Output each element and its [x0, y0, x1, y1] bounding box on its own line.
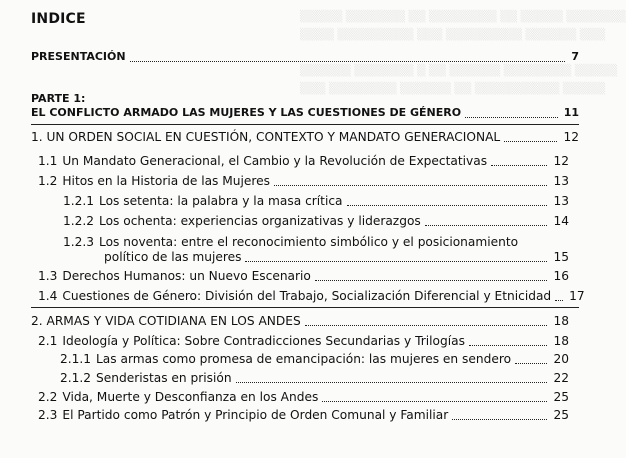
toc-entry-1-1[interactable]	[38, 152, 569, 172]
toc-page-number: 22	[553, 371, 569, 385]
toc-entry-number: 1.2	[38, 174, 58, 188]
toc-page-number: 12	[553, 154, 569, 168]
toc-entry-label: Un Mandato Generacional, el Cambio y la Revolución de Expectativas	[62, 154, 488, 168]
toc-entry-label: 2. ARMAS Y VIDA COTIDIANA EN LOS ANDES	[31, 314, 301, 328]
dot-leader	[465, 117, 558, 118]
toc-entry-1-3[interactable]	[38, 267, 569, 287]
toc-entry-2-1-2[interactable]	[60, 369, 569, 389]
toc-entry-label: EL CONFLICTO ARMADO LAS MUJERES Y LAS CUESTIONES DE GÉNERO	[31, 106, 462, 119]
dot-leader	[469, 345, 548, 346]
dot-leader	[504, 141, 557, 142]
dot-leader	[305, 325, 548, 326]
dot-leader	[130, 61, 566, 62]
toc-entry-label: Las armas como promesa de emancipación: las mujeres en sendero	[96, 352, 512, 366]
toc-entry-label: Cuestiones de Género: División del Trabajo, Socialización Diferencial y Etnicidad	[62, 289, 552, 303]
dot-leader	[315, 280, 548, 281]
toc-entry-2-3[interactable]	[38, 406, 569, 426]
dot-leader	[347, 205, 548, 206]
toc-entry-label: 1. UN ORDEN SOCIAL EN CUESTIÓN, CONTEXTO Y MANDATO GENERACIONAL	[31, 130, 501, 144]
toc-entry-label: Los noventa: entre el reconocimiento simbólico y el posicionamiento	[99, 235, 519, 249]
dot-leader	[245, 261, 547, 262]
toc-page-number: 18	[553, 314, 569, 328]
section-divider	[31, 124, 579, 125]
toc-entry-number: 2.3	[38, 408, 58, 422]
toc-page-number: 16	[553, 269, 569, 283]
toc-entry-1-2-3[interactable]	[104, 248, 569, 268]
show-through-text: ▒▒▒▒▒ ▒▒▒▒▒▒▒ ▒▒ ▒▒▒▒▒▒▒▒ ▒▒ ▒▒▒▒▒ ▒▒▒▒▒▒▒ ▒▒▒▒ ▒▒▒▒▒▒▒▒▒ ▒▒▒ ▒▒▒▒▒▒▒▒▒ ▒▒▒▒▒▒ ▒▒▒ ▒▒▒▒▒▒ ▒▒▒▒▒▒▒ ▒ ▒▒ ▒▒▒▒▒▒ ▒▒▒▒▒▒▒▒ ▒▒▒▒▒ ▒▒▒ ▒▒▒▒▒▒▒▒ ▒▒▒▒▒▒ ▒▒ ▒▒▒▒▒▒▒▒▒▒ ▒▒▒▒▒	[300, 10, 626, 95]
toc-entry-label: PRESENTACIÓN	[31, 50, 126, 63]
toc-page-number: 14	[553, 214, 569, 228]
toc-entry-chapter-1[interactable]	[31, 128, 579, 148]
dot-leader	[555, 300, 563, 301]
toc-entry-number: 1.3	[38, 269, 58, 283]
toc-page-number: 12	[563, 130, 579, 144]
toc-entry-2-1-1[interactable]	[60, 350, 569, 370]
toc-entry-number: 2.1.1	[60, 352, 92, 366]
toc-entry-chapter-2[interactable]	[31, 312, 569, 332]
toc-entry-number: 1.2.3	[63, 235, 95, 249]
toc-page-number: 7	[571, 50, 579, 63]
toc-page-number: 13	[553, 194, 569, 208]
dot-leader	[274, 185, 547, 186]
dot-leader	[236, 382, 548, 383]
toc-page-number: 25	[553, 390, 569, 404]
toc-entry-number: 1.2.2	[63, 214, 95, 228]
dot-leader	[425, 225, 548, 226]
toc-page-number: 20	[553, 352, 569, 366]
toc-entry-number: 1.1	[38, 154, 58, 168]
toc-entry-1-2-2[interactable]	[63, 212, 569, 232]
toc-entry-label: Los ochenta: experiencias organizativas y liderazgos	[99, 214, 421, 228]
dot-leader	[452, 419, 547, 420]
toc-entry-label: político de las mujeres	[104, 250, 242, 264]
toc-entry-label: Derechos Humanos: un Nuevo Escenario	[62, 269, 311, 283]
toc-entry-label: Los setenta: la palabra y la masa crítica	[99, 194, 343, 208]
toc-entry-label: El Partido como Patrón y Principio de Orden Comunal y Familiar	[62, 408, 449, 422]
section-divider	[31, 307, 579, 308]
toc-entry-number: 1.2.1	[63, 194, 95, 208]
toc-entry-1-2-1[interactable]	[63, 192, 569, 212]
index-title: INDICE	[31, 11, 86, 27]
toc-entry-label: Vida, Muerte y Desconfianza en los Andes	[62, 390, 319, 404]
toc-page-number: 11	[563, 106, 579, 119]
toc-entry-label: Hitos en la Historia de las Mujeres	[62, 174, 271, 188]
toc-entry-number: 2.1	[38, 334, 58, 348]
dot-leader	[491, 165, 547, 166]
toc-entry-parte-1[interactable]	[31, 104, 579, 124]
toc-entry-presentacion[interactable]	[31, 48, 579, 68]
toc-page-number: 13	[553, 174, 569, 188]
dot-leader	[322, 401, 547, 402]
toc-page-number: 15	[553, 250, 569, 264]
toc-entry-1-2[interactable]	[38, 172, 569, 192]
toc-entry-number: 1.4	[38, 289, 58, 303]
toc-entry-number: 2.2	[38, 390, 58, 404]
toc-entry-1-4[interactable]	[38, 287, 585, 307]
toc-entry-label: Ideología y Política: Sobre Contradicciones Secundarias y Trilogías	[62, 334, 465, 348]
part-label: PARTE 1:	[31, 92, 86, 105]
toc-page-number: 18	[553, 334, 569, 348]
toc-entry-number: 2.1.2	[60, 371, 92, 385]
toc-entry-label: Senderistas en prisión	[96, 371, 232, 385]
toc-page-number: 17	[569, 289, 585, 303]
dot-leader	[515, 363, 547, 364]
toc-page-number: 25	[553, 408, 569, 422]
